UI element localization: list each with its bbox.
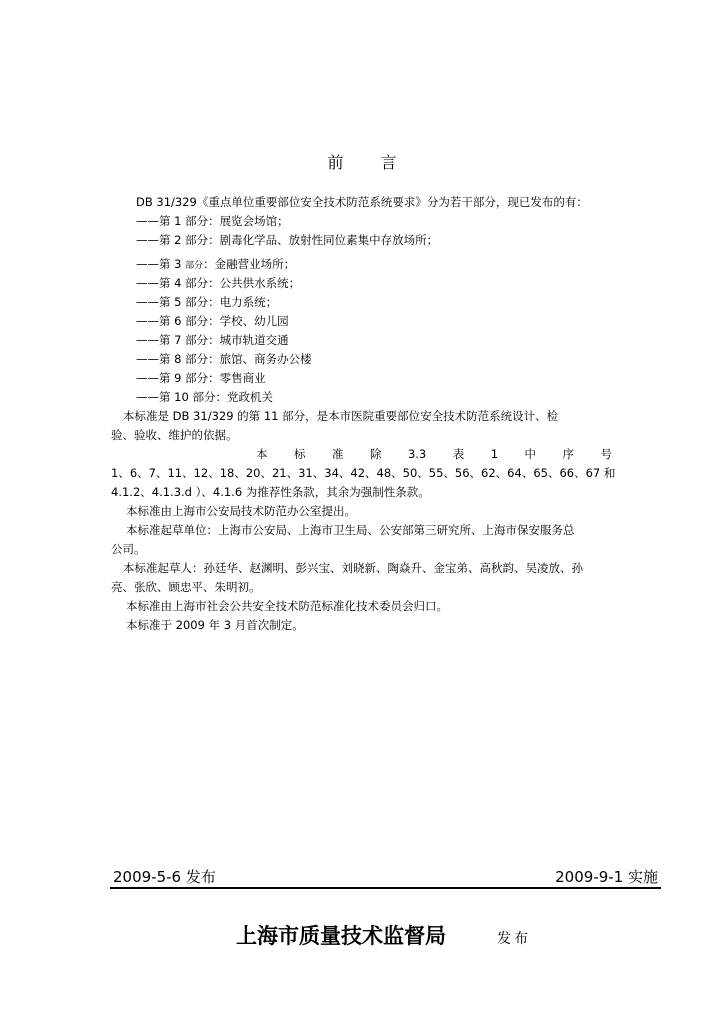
drafting-units-line-2: 公司。 xyxy=(111,542,146,556)
part-3-small: 部分 xyxy=(185,261,204,271)
recommended-clauses-row-1 xyxy=(256,447,612,461)
foreword-title: 前 言 xyxy=(327,153,413,172)
word: 1 xyxy=(490,447,499,461)
part-2-line: ——第 2 部分：剧毒化学品、放射性同位素集中存放场所； xyxy=(136,233,439,247)
scope-paragraph-line-2: 验、验收、维护的依据。 xyxy=(111,428,238,442)
word: 标 xyxy=(293,447,306,461)
part-3-prefix: ——第 3 xyxy=(136,257,186,271)
scope-paragraph-line-1: 本标准是 DB 31/329 的第 11 部分，是本市医院重要部位安全技术防范系统设计、检 xyxy=(123,409,559,423)
part-3-line xyxy=(136,257,295,273)
part-1-line: ——第 1 部分：展览会场馆； xyxy=(136,214,289,228)
part-10-line: ——第 10 部分：党政机关 xyxy=(136,390,273,404)
recommended-clauses-row-2: 1、6、7、11、12、18、20、21、31、34、42、48、50、55、56、62、64、65、66、67 和 xyxy=(111,466,616,480)
drafters-line-1: 本标准起草人：孙廷华、赵渊明、彭兴宝、刘晓新、陶焱升、金宝弟、高秋韵、吴凌放、孙 xyxy=(123,561,583,575)
word: 准 xyxy=(331,447,344,461)
issuing-authority: 上海市质量技术监督局 xyxy=(236,924,446,948)
drafters-line-2: 亮、张欣、顾忠平、朱明初。 xyxy=(111,580,261,594)
part-5-line: ——第 5 部分：电力系统； xyxy=(136,295,278,309)
effective-date: 2009-9-1 实施 xyxy=(555,868,658,886)
first-issue-line: 本标准于 2009 年 3 月首次制定。 xyxy=(126,618,304,632)
drafting-units-line-1: 本标准起草单位：上海市公安局、上海市卫生局、公安部第三研究所、上海市保安服务总 xyxy=(126,523,575,537)
word: 序 xyxy=(562,447,574,461)
part-7-line: ——第 7 部分：城市轨道交通 xyxy=(136,333,289,347)
issuing-authority-suffix: 发布 xyxy=(497,931,531,947)
issue-date: 2009-5-6 发布 xyxy=(113,868,216,886)
part-4-line: ——第 4 部分：公共供水系统； xyxy=(136,276,301,290)
word: 除 xyxy=(369,447,382,461)
intro-line: DB 31/329《重点单位重要部位安全技术防范系统要求》分为若干部分，现已发布的有： xyxy=(136,195,588,209)
word: 中 xyxy=(524,447,537,461)
centralized-line: 本标准由上海市社会公共安全技术防范标准化技术委员会归口。 xyxy=(126,599,448,613)
word: 3.3 xyxy=(407,447,427,461)
part-8-line: ——第 8 部分：旅馆、商务办公楼 xyxy=(136,352,312,366)
word: 表 xyxy=(452,447,465,461)
part-9-line: ——第 9 部分：零售商业 xyxy=(136,371,266,385)
word: 本 xyxy=(256,447,268,461)
part-3-suffix: ：金融营业场所； xyxy=(203,257,296,271)
word: 号 xyxy=(600,447,612,461)
part-6-line: ——第 6 部分：学校、幼儿园 xyxy=(136,314,289,328)
recommended-clauses-row-3: 4.1.2、4.1.3.d ）、4.1.6 为推荐性条款，其余为强制性条款。 xyxy=(111,485,430,499)
footer-divider xyxy=(110,887,661,889)
proposer-line: 本标准由上海市公安局技术防范办公室提出。 xyxy=(126,504,356,518)
